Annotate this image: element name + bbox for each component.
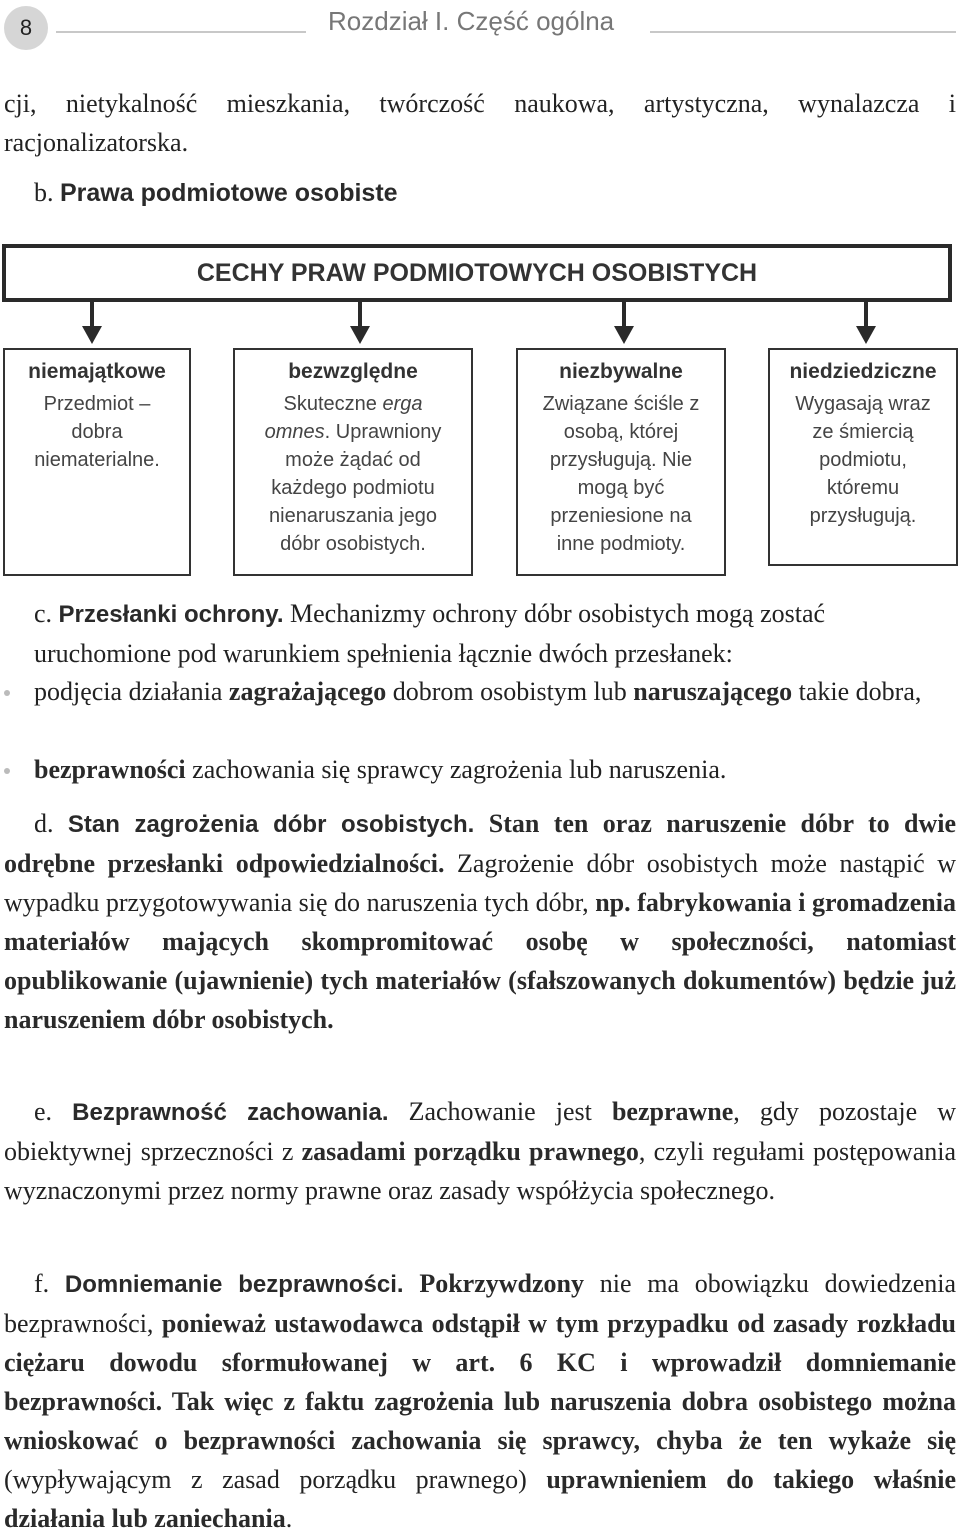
page-header — [0, 0, 960, 60]
section-f-paragraph: f. Domniemanie bezprawności. Pokrzywdzony nie ma obowiązku dowiedzenia bezprawności, ponieważ ustawodawca odstąpił w tym przypadku od zasady rozkładu ciężaru dowodu sformułowanej w art. 6 KC i wprowadził domniemanie bezprawności. Tak więc z faktu zagrożenia lub naruszenia dobra osobistego można wnioskować o bezprawności zachowania się sprawcy, chyba że ten wykaże się (wypływającym z zasad porządku prawnego) uprawnieniem do takiego właśnie działania lub zaniechania. — [4, 1269, 957, 1533]
card-title: niezbywalne — [559, 360, 683, 383]
bullet-item: bezprawności zachowania się sprawcy zagrożenia lub naruszenia. — [34, 755, 727, 784]
section-d-title: Stan zagrożenia dóbr osobistych. — [67, 811, 475, 838]
arrow-down-icon — [82, 302, 102, 346]
section-b-title: Prawa podmiotowe osobiste — [60, 179, 398, 207]
card-niezbywalne — [516, 348, 726, 576]
page-number-badge: 8 — [4, 6, 48, 50]
card-description: Skuteczne erga omnes. Uprawniony może żądać od każdego podmiotu nienaruszania jego dóbr osobistych. — [264, 393, 442, 555]
section-e-title: Bezprawność zachowania. — [72, 1099, 389, 1126]
arrow-down-icon — [614, 302, 634, 346]
card-description: Związane ściśle z osobą, której przysługują. Nie mogą być przeniesione na inne podmioty. — [542, 393, 700, 555]
section-c-paragraph: c. Przesłanki ochrony. Mechanizmy ochrony dóbr osobistych mogą zostać uruchomione pod warunkiem spełnienia łącznie dwóch przesłanek: — [34, 599, 826, 668]
section-b-marker: b. — [34, 178, 54, 207]
section-b-heading — [34, 178, 398, 208]
card-title: bezwzględne — [288, 360, 418, 383]
section-f-title: Domniemanie bezprawności. — [64, 1271, 404, 1298]
card-title: niedziedziczne — [789, 360, 937, 383]
card-description: Wygasają wraz ze śmiercią podmiotu, któremu przysługują. — [795, 393, 931, 527]
chapter-title: Rozdział I. Część ogólna — [328, 6, 615, 36]
card-niemajatkowe — [3, 348, 191, 576]
intro-paragraph: cji, nietykalność mieszkania, twórczość naukowa, artystyczna, wynalazcza i racjonalizatorska. — [4, 89, 956, 157]
card-niedziedziczne — [768, 348, 958, 566]
header-rule-left — [56, 31, 306, 33]
section-e-paragraph: e. Bezprawność zachowania. Zachowanie jest bezprawne, gdy pozostaje w obiektywnej sprzeczności z zasadami porządku prawnego, czyli regułami postępowania wyznaczonymi przez normy prawne oraz zasady współżycia społecznego. — [4, 1097, 957, 1205]
card-bezwzgledne — [233, 348, 473, 576]
bullet-icon — [4, 690, 10, 696]
arrow-down-icon — [350, 302, 370, 346]
section-d-paragraph: d. Stan zagrożenia dóbr osobistych. Stan ten oraz naruszenie dóbr to dwie odrębne przesłanki odpowiedzialności. Zagrożenie dóbr osobistych może nastąpić w wypadku przygotowywania się do naruszenia tych dóbr, np. fabrykowania i gromadzenia materiałów mających skompromitować osobę w społeczności, natomiast opublikowanie (ujawnienie) tych materiałów (sfałszowanych dokumentów) będzie już naruszeniem dóbr osobistych. — [4, 809, 957, 1034]
diagram-title-box: CECHY PRAW PODMIOTOWYCH OSOBISTYCH — [2, 244, 952, 302]
arrow-down-icon — [856, 302, 876, 346]
features-diagram — [0, 240, 960, 580]
bullet-item: podjęcia działania zagrażającego dobrom osobistym lub naruszającego takie dobra, — [34, 677, 922, 706]
card-title: niemajątkowe — [28, 360, 166, 383]
header-rule-right — [650, 31, 956, 33]
bullet-icon — [4, 768, 10, 774]
card-description: Przedmiot – dobra niematerialne. — [34, 393, 160, 471]
section-c-title: Przesłanki ochrony. — [58, 601, 284, 628]
